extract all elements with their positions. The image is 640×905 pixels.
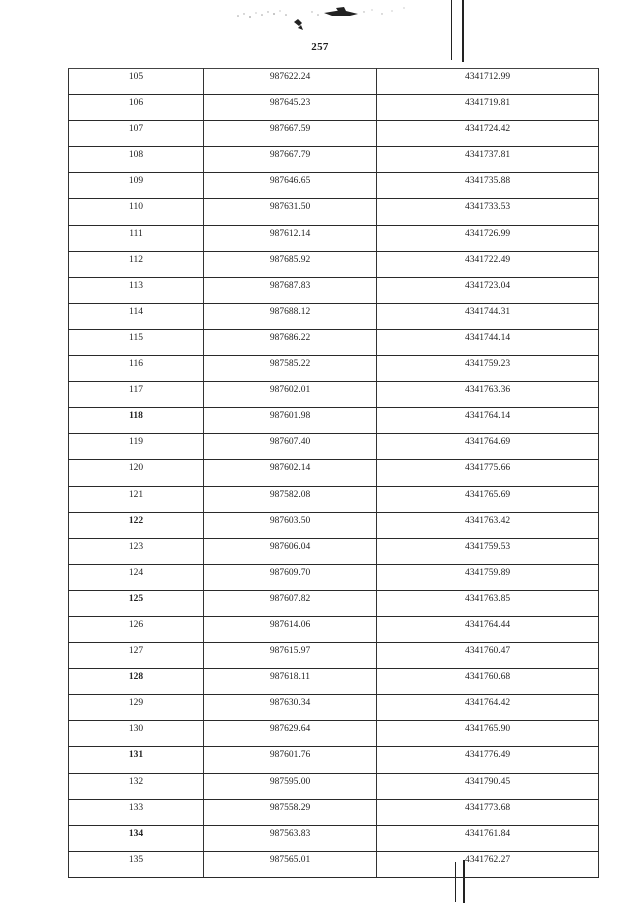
point-id-cell: 121	[69, 486, 204, 512]
table-row	[69, 643, 599, 669]
y-coordinate-cell: 4341723.04	[377, 277, 599, 303]
point-id-cell: 117	[69, 382, 204, 408]
table-row	[69, 147, 599, 173]
x-coordinate-cell: 987603.50	[204, 512, 377, 538]
y-coordinate-cell: 4341744.31	[377, 303, 599, 329]
table-row	[69, 669, 599, 695]
table-row	[69, 434, 599, 460]
y-coordinate-cell: 4341776.49	[377, 747, 599, 773]
table-row	[69, 329, 599, 355]
x-coordinate-cell: 987687.83	[204, 277, 377, 303]
point-id-cell: 131	[69, 747, 204, 773]
y-coordinate-cell: 4341763.36	[377, 382, 599, 408]
point-id-cell: 112	[69, 251, 204, 277]
point-id-cell: 128	[69, 669, 204, 695]
table-row	[69, 825, 599, 851]
binding-line-top-b	[462, 0, 464, 62]
point-id-cell: 124	[69, 564, 204, 590]
y-coordinate-cell: 4341719.81	[377, 95, 599, 121]
x-coordinate-cell: 987607.82	[204, 590, 377, 616]
point-id-cell: 130	[69, 721, 204, 747]
point-id-cell: 105	[69, 69, 204, 95]
point-id-cell: 111	[69, 225, 204, 251]
x-coordinate-cell: 987601.76	[204, 747, 377, 773]
y-coordinate-cell: 4341764.14	[377, 408, 599, 434]
table-row	[69, 721, 599, 747]
coordinates-table	[68, 68, 598, 878]
table-row	[69, 799, 599, 825]
y-coordinate-cell: 4341765.69	[377, 486, 599, 512]
table-row	[69, 773, 599, 799]
table-row	[69, 512, 599, 538]
x-coordinate-cell: 987622.24	[204, 69, 377, 95]
x-coordinate-cell: 987565.01	[204, 851, 377, 877]
x-coordinate-cell: 987646.65	[204, 173, 377, 199]
point-id-cell: 135	[69, 851, 204, 877]
y-coordinate-cell: 4341764.44	[377, 616, 599, 642]
table-row	[69, 460, 599, 486]
point-id-cell: 107	[69, 121, 204, 147]
table-row	[69, 616, 599, 642]
x-coordinate-cell: 987606.04	[204, 538, 377, 564]
x-coordinate-cell: 987630.34	[204, 695, 377, 721]
x-coordinate-cell: 987612.14	[204, 225, 377, 251]
x-coordinate-cell: 987563.83	[204, 825, 377, 851]
scan-noise-mark	[232, 2, 412, 32]
y-coordinate-cell: 4341737.81	[377, 147, 599, 173]
y-coordinate-cell: 4341733.53	[377, 199, 599, 225]
table-row	[69, 303, 599, 329]
table-row	[69, 225, 599, 251]
x-coordinate-cell: 987614.06	[204, 616, 377, 642]
point-id-cell: 125	[69, 590, 204, 616]
table-row	[69, 486, 599, 512]
point-id-cell: 114	[69, 303, 204, 329]
x-coordinate-cell: 987685.92	[204, 251, 377, 277]
y-coordinate-cell: 4341761.84	[377, 825, 599, 851]
table-row	[69, 564, 599, 590]
y-coordinate-cell: 4341773.68	[377, 799, 599, 825]
table-row	[69, 121, 599, 147]
y-coordinate-cell: 4341759.89	[377, 564, 599, 590]
x-coordinate-cell: 987607.40	[204, 434, 377, 460]
y-coordinate-cell: 4341726.99	[377, 225, 599, 251]
point-id-cell: 132	[69, 773, 204, 799]
point-id-cell: 127	[69, 643, 204, 669]
point-id-cell: 133	[69, 799, 204, 825]
table-row	[69, 173, 599, 199]
table-row	[69, 356, 599, 382]
table-row	[69, 69, 599, 95]
table-row	[69, 95, 599, 121]
point-id-cell: 109	[69, 173, 204, 199]
y-coordinate-cell: 4341722.49	[377, 251, 599, 277]
x-coordinate-cell: 987645.23	[204, 95, 377, 121]
point-id-cell: 120	[69, 460, 204, 486]
x-coordinate-cell: 987615.97	[204, 643, 377, 669]
table-row	[69, 747, 599, 773]
x-coordinate-cell: 987602.14	[204, 460, 377, 486]
table-row	[69, 408, 599, 434]
point-id-cell: 118	[69, 408, 204, 434]
point-id-cell: 110	[69, 199, 204, 225]
x-coordinate-cell: 987686.22	[204, 329, 377, 355]
point-id-cell: 134	[69, 825, 204, 851]
y-coordinate-cell: 4341765.90	[377, 721, 599, 747]
binding-line-top-a	[451, 0, 452, 60]
table-row	[69, 277, 599, 303]
x-coordinate-cell: 987582.08	[204, 486, 377, 512]
y-coordinate-cell: 4341764.42	[377, 695, 599, 721]
y-coordinate-cell: 4341759.53	[377, 538, 599, 564]
y-coordinate-cell: 4341790.45	[377, 773, 599, 799]
page-number: 257	[311, 41, 329, 53]
x-coordinate-cell: 987585.22	[204, 356, 377, 382]
point-id-cell: 119	[69, 434, 204, 460]
x-coordinate-cell: 987631.50	[204, 199, 377, 225]
y-coordinate-cell: 4341763.42	[377, 512, 599, 538]
y-coordinate-cell: 4341735.88	[377, 173, 599, 199]
y-coordinate-cell: 4341759.23	[377, 356, 599, 382]
point-id-cell: 116	[69, 356, 204, 382]
y-coordinate-cell: 4341760.68	[377, 669, 599, 695]
y-coordinate-cell: 4341712.99	[377, 69, 599, 95]
y-coordinate-cell: 4341763.85	[377, 590, 599, 616]
x-coordinate-cell: 987601.98	[204, 408, 377, 434]
table-row	[69, 251, 599, 277]
y-coordinate-cell: 4341775.66	[377, 460, 599, 486]
point-id-cell: 123	[69, 538, 204, 564]
x-coordinate-cell: 987618.11	[204, 669, 377, 695]
point-id-cell: 129	[69, 695, 204, 721]
x-coordinate-cell: 987602.01	[204, 382, 377, 408]
table-row	[69, 382, 599, 408]
point-id-cell: 106	[69, 95, 204, 121]
y-coordinate-cell: 4341744.14	[377, 329, 599, 355]
x-coordinate-cell: 987667.59	[204, 121, 377, 147]
table-row	[69, 199, 599, 225]
y-coordinate-cell: 4341760.47	[377, 643, 599, 669]
x-coordinate-cell: 987688.12	[204, 303, 377, 329]
x-coordinate-cell: 987667.79	[204, 147, 377, 173]
table-row	[69, 695, 599, 721]
x-coordinate-cell: 987595.00	[204, 773, 377, 799]
x-coordinate-cell: 987609.70	[204, 564, 377, 590]
point-id-cell: 115	[69, 329, 204, 355]
y-coordinate-cell: 4341724.42	[377, 121, 599, 147]
table-row	[69, 590, 599, 616]
x-coordinate-cell: 987558.29	[204, 799, 377, 825]
point-id-cell: 122	[69, 512, 204, 538]
point-id-cell: 126	[69, 616, 204, 642]
table-row	[69, 538, 599, 564]
coordinates-table-body	[69, 69, 599, 878]
y-coordinate-cell: 4341762.27	[377, 851, 599, 877]
point-id-cell: 108	[69, 147, 204, 173]
x-coordinate-cell: 987629.64	[204, 721, 377, 747]
table-row	[69, 851, 599, 877]
point-id-cell: 113	[69, 277, 204, 303]
y-coordinate-cell: 4341764.69	[377, 434, 599, 460]
